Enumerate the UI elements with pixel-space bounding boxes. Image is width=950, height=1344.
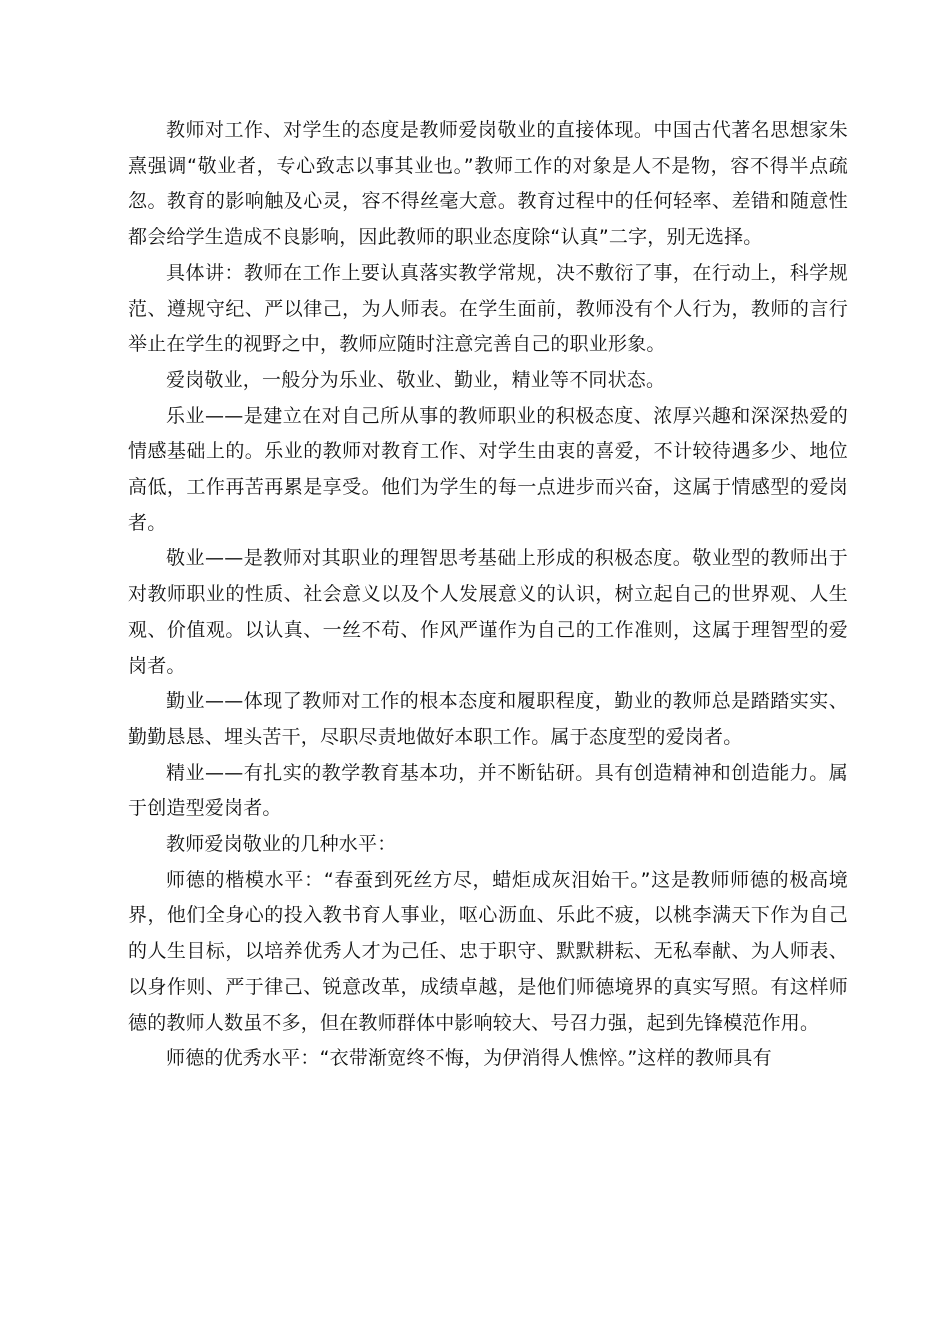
paragraph-jingye-precision: 精业——有扎实的教学教育基本功，并不断钻研。具有创造精神和创造能力。属于创造型爱岗者。: [128, 761, 848, 820]
paragraph-attitude: 教师对工作、对学生的态度是教师爱岗敬业的直接体现。中国古代著名思想家朱熹强调“敬业者，专心致志以事其业也。”教师工作的对象是人不是物，容不得半点疏忽。教育的影响触及心灵，容不得丝毫大意。教育过程中的任何轻率、差错和随意性都会给学生造成不良影响，因此教师的职业态度除“认真”二字，别无选择。: [128, 119, 848, 249]
paragraph-excellent-level: 师德的优秀水平：“衣带渐宽终不悔，为伊消得人憔悴。”这样的教师具有: [166, 1047, 772, 1070]
paragraph-model-level: 师德的楷模水平：“春蚕到死丝方尽，蜡炬成灰泪始干。”这是教师师德的极高境界，他们全身心的投入教书育人事业，呕心沥血、乐此不疲，以桃李满天下作为自己的人生目标，以培养优秀人才为己任、忠于职守、默默耕耘、无私奉献、为人师表、以身作则、严于律己、锐意改革，成绩卓越，是他们师德境界的真实写照。有这样师德的教师人数虽不多，但在教师群体中影响较大、号召力强，起到先锋模范作用。: [128, 868, 848, 1034]
paragraph-jingye: 敬业——是教师对其职业的理智思考基础上形成的积极态度。敬业型的教师出于对教师职业的性质、社会意义以及个人发展意义的认识，树立起自己的世界观、人生观、价值观。以认真、一丝不苟、作风严谨作为自己的工作准则，这属于理智型的爱岗者。: [128, 547, 848, 677]
document-body: [128, 113, 848, 1077]
paragraph-qinye: 勤业——体现了教师对工作的根本态度和履职程度，勤业的教师总是踏踏实实、勤勤恳恳、埋头苦干，尽职尽责地做好本职工作。属于态度型的爱岗者。: [128, 690, 848, 748]
paragraph-leye: 乐业——是建立在对自己所从事的教师职业的积极态度、浓厚兴趣和深深热爱的情感基础上的。乐业的教师对教育工作、对学生由衷的喜爱，不计较待遇多少、地位高低，工作再苦再累是享受。他们为学生的每一点进步而兴奋，这属于情感型的爱岗者。: [128, 404, 848, 534]
paragraph-specifics: 具体讲：教师在工作上要认真落实教学常规，决不敷衍了事，在行动上，科学规范、遵规守纪、严以律己，为人师表。在学生面前，教师没有个人行为，教师的言行举止在学生的视野之中，教师应随时注意完善自己的职业形象。: [128, 261, 848, 356]
paragraph-states: 爱岗敬业，一般分为乐业、敬业、勤业，精业等不同状态。: [166, 368, 666, 391]
paragraph-levels-heading: 教师爱岗敬业的几种水平：: [166, 833, 397, 856]
